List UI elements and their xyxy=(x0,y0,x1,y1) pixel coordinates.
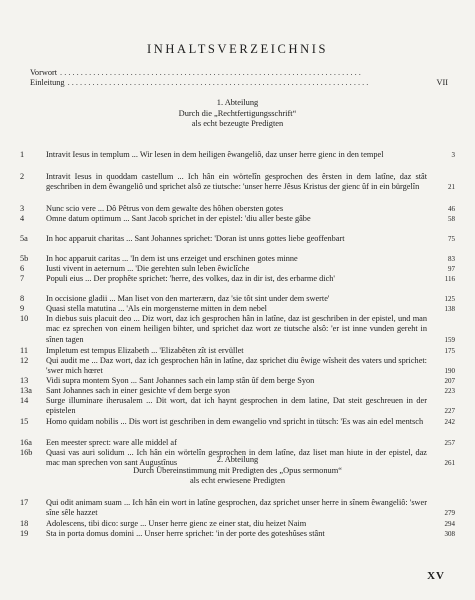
entry-page-number: 308 xyxy=(444,530,455,538)
entry-page-number: 257 xyxy=(444,439,455,447)
entry-number: 11 xyxy=(20,346,28,355)
entry-number: 12 xyxy=(20,356,29,365)
front-matter-label: Einleitung xyxy=(30,78,65,87)
entry-number: 16b xyxy=(20,448,33,457)
toc-entry xyxy=(20,346,455,356)
section-number: 2. Abteilung xyxy=(216,455,259,464)
toc-entry xyxy=(20,396,455,417)
toc-entry xyxy=(20,214,455,224)
entry-text: In hoc apparuit caritas ... 'In dem ist uns erzeiget und erschinen gotes minne xyxy=(46,254,298,263)
section-subtitle: Durch Übereinstimmung mit Predigten des „Opus sermonum“ xyxy=(133,465,342,475)
entry-number: 13 xyxy=(20,376,29,385)
entry-text: Surge illuminare iherusalem ... Dit wort, dat ich haynt gesprochen in dem latine, Dat steit geschreuen in der epistelen xyxy=(46,396,427,416)
entry-page-number: 46 xyxy=(448,205,455,213)
entry-number: 3 xyxy=(20,204,25,213)
entry-page-number: 116 xyxy=(444,275,455,283)
page-title: INHALTSVERZEICHNIS xyxy=(146,42,329,56)
toc-entry xyxy=(20,254,455,264)
entry-page-number: 279 xyxy=(444,509,455,518)
entry-number: 19 xyxy=(20,529,29,538)
entry-text: Iusti vivent in aeternum ... 'Die gerehten suln leben êwiclîche xyxy=(46,264,250,273)
front-matter-vorwort xyxy=(30,68,448,77)
entry-number: 18 xyxy=(20,519,29,528)
entry-text: Qui audit me ... Daz wort, daz ich gesprochen hân in latîne, daz sprichet diu êwige wîsheit des vaters und sprichet: 'swer mich hœret xyxy=(46,356,427,376)
section-number: 1. Abteilung xyxy=(216,98,259,107)
entry-text: In diebus suis placuit deo ... Diz wort, daz ich gesprochen hân in latîne, daz ist geschriben in der epistel, und man mac ez sprechen von einem heiligen bihter, und sprichet daz wort ze tiutsche alsô: 'er ist inne vunden gereht in sînen tagen xyxy=(46,314,427,344)
entry-number: 2 xyxy=(20,172,25,181)
entry-number: 14 xyxy=(20,396,29,405)
entry-text: Quasi stella matutina ... 'Als ein morgensterne mitten in dem nebel xyxy=(46,304,267,313)
entry-number: 4 xyxy=(20,214,25,223)
entry-number: 5b xyxy=(20,254,29,263)
toc-entry xyxy=(20,519,455,529)
entry-page-number: 138 xyxy=(444,305,455,313)
entry-number: 17 xyxy=(20,498,29,507)
entry-page-number: 75 xyxy=(448,235,455,243)
entry-text: Intravit Iesus in quoddam castellum ... Ich hân ein wörtelîn gesprochen des êrsten in dem latîne, daz stât geschriben in dem êwangeliô und sprichet alsô ze tiutsche: 'unser herre Jêsus Kristus der gienc ûf in ein bürgelîn xyxy=(46,172,427,192)
entry-page-number: 242 xyxy=(444,418,455,426)
entry-number: 16a xyxy=(20,438,32,447)
entry-text: Sta in porta domus domini ... Unser herre sprichet: 'in der porte des goteshûses stânt xyxy=(46,529,325,538)
entry-page-number: 175 xyxy=(444,347,455,355)
entry-number: 8 xyxy=(20,294,25,303)
entry-text: Vidi supra montem Syon ... Sant Johannes sach ein lamp stân ûf dem berge Syon xyxy=(46,376,315,385)
entry-text: Sant Johannes sach in einer gesichte vf dem berge syon xyxy=(46,386,230,395)
toc-entry xyxy=(20,314,455,345)
toc-entry xyxy=(20,294,455,304)
front-matter-label: Vorwort xyxy=(30,68,58,77)
entry-text: Nunc scio vere ... Dô Pêtrus von dem gewalte des hôhen obersten gotes xyxy=(46,204,284,213)
entry-page-number: 261 xyxy=(444,459,455,468)
toc-entry xyxy=(20,498,455,519)
section-subtitle: Durch die „Rechtfertigungsschrift“ xyxy=(178,108,297,118)
toc-entry xyxy=(20,234,455,244)
entry-page-number: 125 xyxy=(444,295,455,303)
front-matter-einleitung xyxy=(30,78,448,87)
entry-text: Impletum est tempus Elizabeth ... 'Elizabêten zît ist ervüllet xyxy=(46,346,244,355)
section-heading-1 xyxy=(0,98,475,130)
toc-entry xyxy=(20,529,455,539)
toc-entry xyxy=(20,386,455,396)
folio-number: XV xyxy=(427,570,445,582)
section-subtitle: als echt bezeugte Predigten xyxy=(191,119,284,129)
toc-entry xyxy=(20,172,455,193)
toc-entry xyxy=(20,376,455,386)
entry-page-number: 294 xyxy=(444,520,455,528)
entry-text: Intravit Iesus in templum ... Wir lesen in dem heiligen êwangeliô, daz unser herre gienc in den tempel xyxy=(46,150,384,159)
entry-text: Homo quidam nobilis ... Dis wort ist geschriben in dem ewangelio vnd spricht in tütsch: 'Es was ain edel mentsch xyxy=(46,417,424,426)
entry-number: 9 xyxy=(20,304,25,313)
entry-page-number: 83 xyxy=(448,255,455,263)
entry-number: 13a xyxy=(20,386,32,395)
entry-page-number: 58 xyxy=(448,215,455,223)
entry-number: 10 xyxy=(20,314,29,323)
entry-text: Omne datum optimum ... Sant Jacob sprichet in der epistel: 'diu aller beste gâbe xyxy=(46,214,311,223)
toc-entry xyxy=(20,274,455,284)
entry-text: Een meester sprect: ware alle middel af xyxy=(46,438,177,447)
section-subtitle: als echt erwiesene Predigten xyxy=(189,476,286,486)
toc-entry xyxy=(20,356,455,377)
leader-dots: . . . . . . . . . . . . . . . . . . . . . . . . . . . . . . . . . . . . . . . . . . . . . . . . . . . . . . . . . . . . . . . . . . . . . . . . . xyxy=(60,68,361,77)
section-heading-2 xyxy=(0,455,475,487)
toc-entry xyxy=(20,150,455,160)
entry-text: Quasi vas auri solidum ... Ich hân ein wörtelîn gesprochen in dem latîne, daz liset man hiute in der epistel, daz mac man sprechen von sant Augustînus xyxy=(46,448,427,468)
entry-page-number: 97 xyxy=(448,265,455,273)
entry-page-number: 223 xyxy=(444,387,455,395)
entry-page-number: 3 xyxy=(451,151,455,159)
entry-page-number: 21 xyxy=(448,183,455,192)
entry-number: 6 xyxy=(20,264,25,273)
toc-entry xyxy=(20,264,455,274)
toc-entry xyxy=(20,304,455,314)
entry-text: Adolescens, tibi dico: surge ... Unser herre gienc ze einer stat, diu heizet Naim xyxy=(46,519,307,528)
toc-entry xyxy=(20,204,455,214)
entry-page-number: 207 xyxy=(444,377,455,385)
entry-page-number: 190 xyxy=(444,367,455,376)
entry-page-number: 227 xyxy=(444,407,455,416)
leader-dots: . . . . . . . . . . . . . . . . . . . . . . . . . . . . . . . . . . . . . . . . . . . . . . . . . . . . . . . . . . . . . . . . . . . . . . . . . xyxy=(67,78,369,87)
toc-entry xyxy=(20,438,455,448)
entry-text: Qui odit animam suam ... Ich hân ein wort in latîne gesprochen, daz sprichet unser herre in sînem êwangeliô: 'swer sîne sêle hazzet xyxy=(46,498,427,518)
entry-text: Populi eius ... Der prophête sprichet: 'herre, des volkes, daz in dir ist, des erbarme dich' xyxy=(46,274,335,283)
entry-number: 1 xyxy=(20,150,25,159)
toc-entry xyxy=(20,417,455,427)
page-number: VII xyxy=(436,78,448,87)
entry-number: 5a xyxy=(20,234,28,243)
entry-number: 15 xyxy=(20,417,29,426)
entry-number: 7 xyxy=(20,274,25,283)
entry-page-number: 159 xyxy=(444,335,455,344)
entry-text: In hoc apparuit charitas ... Sant Johannes sprichet: 'Doran ist unns gottes liebe geoffenbart xyxy=(46,234,345,243)
entry-text: In occisione gladii ... Man liset von den marterærn, daz 'sie tôt sint under dem swerte' xyxy=(46,294,330,303)
